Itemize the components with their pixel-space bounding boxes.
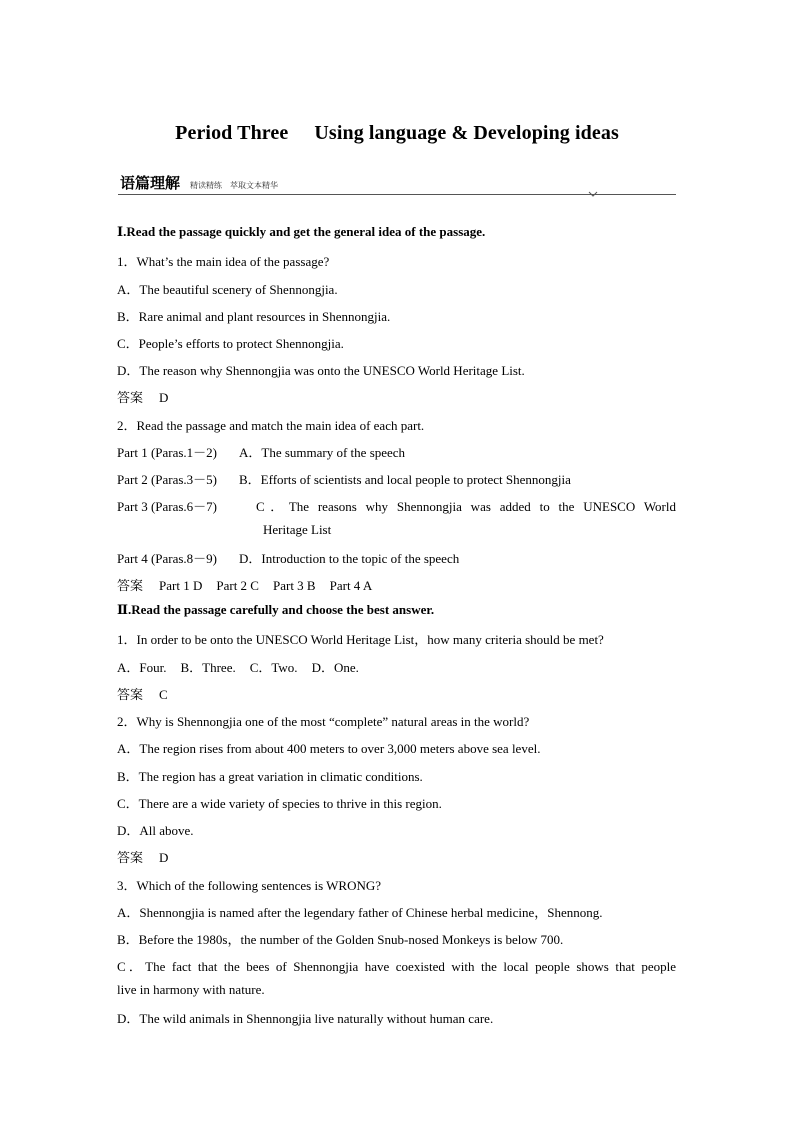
section-header [118, 172, 676, 198]
section1-heading: Ⅰ.Read the passage quickly and get the general idea of the passage. [117, 224, 486, 239]
s1-q1-answer [117, 387, 182, 406]
match-row-3 [117, 496, 676, 515]
s1-q2-answer [117, 575, 386, 594]
s2-q1-option-c: C．Two. [249, 660, 298, 675]
s2-q1-option-d: D．One. [311, 660, 359, 675]
s2-q2-answer [117, 847, 182, 866]
match-row-1 [117, 442, 406, 461]
s2-q3-option-c-continuation: live in harmony with nature. [117, 982, 265, 997]
s2-q2-option-a: A．The region rises from about 400 meters to over 3,000 meters above sea level. [117, 741, 541, 756]
title-period: Period Three [175, 122, 289, 144]
s2-q1-answer [117, 684, 182, 703]
rule-ornament-icon [588, 188, 598, 198]
answer-part-4: Part 4 A [329, 578, 373, 593]
s1-q1-option-c: C．People’s efforts to protect Shennongjia. [117, 336, 344, 351]
match-part: Part 1 (Paras.1－2) [117, 445, 218, 460]
s2-q1-option-a: A．Four. [117, 660, 167, 675]
s2-q1-question: 1．In order to be onto the UNESCO World Heritage List，how many criteria should be met? [117, 632, 604, 647]
match-row-2 [117, 469, 571, 488]
match-row-3-continuation: Heritage List [263, 522, 332, 537]
s1-q1-option-a: A．The beautiful scenery of Shennongjia. [117, 282, 338, 297]
match-part: Part 2 (Paras.3－5) [117, 472, 218, 487]
s1-q1-question: 1．What’s the main idea of the passage? [117, 254, 330, 269]
match-option: C．The reasons why Shennongjia was added to the UNESCO World [256, 499, 676, 514]
answer-part-3: Part 3 B [272, 578, 316, 593]
section-badge: 语篇理解 [120, 174, 181, 192]
s2-q2-option-d: D．All above. [117, 823, 194, 838]
answer-label: 答案 [117, 850, 144, 865]
answer-value: D [159, 390, 169, 405]
match-option: A．The summary of the speech [239, 445, 406, 460]
answer-label: 答案 [117, 390, 144, 405]
match-part: Part 4 (Paras.8－9) [117, 551, 218, 566]
s2-q3-option-a: A．Shennongjia is named after the legendary father of Chinese herbal medicine，Shennong. [117, 905, 603, 920]
s2-q3-question: 3．Which of the following sentences is WRONG? [117, 878, 382, 893]
match-part: Part 3 (Paras.6－7) [117, 499, 218, 514]
s2-q3-option-c: C．The fact that the bees of Shennongjia have coexisted with the local people shows that people [117, 959, 676, 974]
s2-q3-option-d: D．The wild animals in Shennongjia live naturally without human care. [117, 1011, 494, 1026]
answer-part-2: Part 2 C [216, 578, 259, 593]
s1-q1-option-b: B．Rare animal and plant resources in Shennongjia. [117, 309, 391, 324]
match-option: B．Efforts of scientists and local people to protect Shennongjia [239, 472, 571, 487]
answer-label: 答案 [117, 687, 144, 702]
page-title [0, 122, 794, 145]
s1-q2-question: 2．Read the passage and match the main idea of each part. [117, 418, 425, 433]
s2-q3-option-b: B．Before the 1980s，the number of the Golden Snub-nosed Monkeys is below 700. [117, 932, 564, 947]
s2-q1-options [117, 657, 373, 676]
s2-q2-option-b: B．The region has a great variation in climatic conditions. [117, 769, 423, 784]
s2-q2-option-c: C．There are a wide variety of species to thrive in this region. [117, 796, 442, 811]
s2-q1-option-b: B．Three. [180, 660, 236, 675]
answer-part-1: Part 1 D [159, 578, 203, 593]
title-topic: Using language & Developing ideas [314, 122, 619, 144]
answer-value: C [159, 687, 168, 702]
s1-q1-option-d: D．The reason why Shennongjia was onto the UNESCO World Heritage List. [117, 363, 525, 378]
s2-q2-question: 2．Why is Shennongjia one of the most “complete” natural areas in the world? [117, 714, 530, 729]
section2-heading: Ⅱ.Read the passage carefully and choose the best answer. [117, 602, 435, 617]
answer-value: D [159, 850, 169, 865]
section-subtitle: 精读精练 萃取文本精华 [190, 181, 278, 190]
match-option: D．Introduction to the topic of the speech [239, 551, 460, 566]
match-row-4 [117, 548, 460, 567]
answer-label: 答案 [117, 578, 144, 593]
